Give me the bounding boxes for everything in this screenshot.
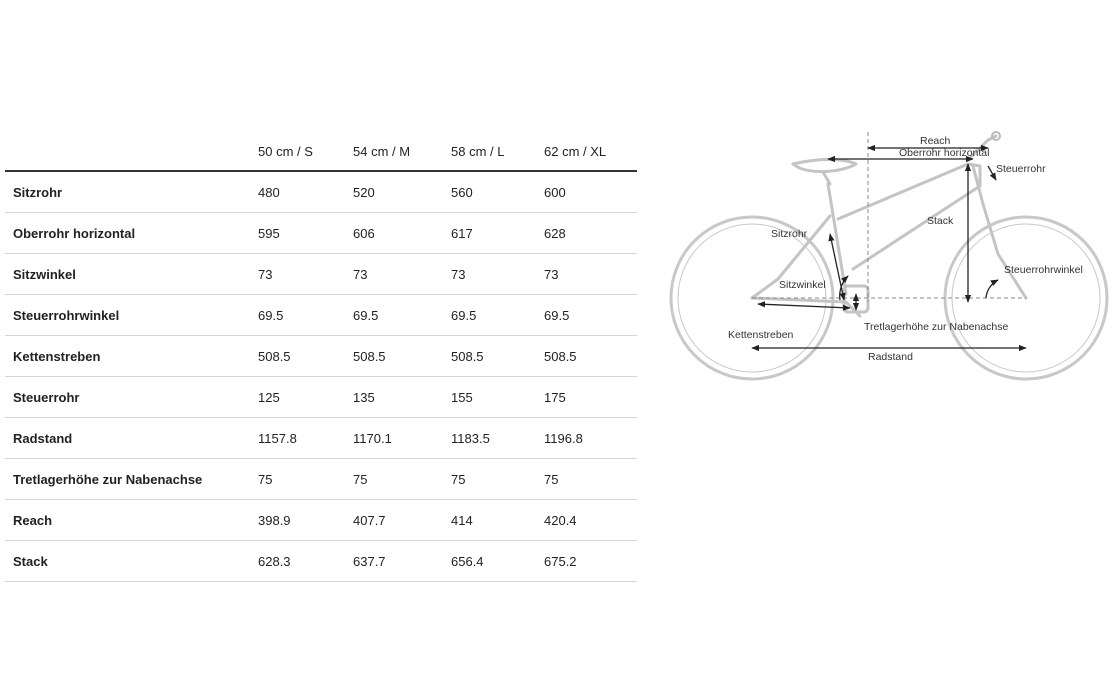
column-header-size-l: 58 cm / L [443,130,536,171]
label-steuerrohrwinkel: Steuerrohrwinkel [1004,264,1083,276]
row-label: Kettenstreben [5,336,250,377]
cell-value: 73 [345,254,443,295]
table-row [5,377,637,418]
cell-value: 1196.8 [536,418,637,459]
cell-value: 628.3 [250,541,345,582]
table-row [5,171,637,213]
cell-value: 560 [443,171,536,213]
geometry-table [5,130,637,582]
cell-value: 628 [536,213,637,254]
cell-value: 508.5 [250,336,345,377]
cell-value: 1157.8 [250,418,345,459]
column-header [5,130,250,171]
measurement-arrows [752,148,1026,348]
table-header-row [5,130,637,171]
cell-value: 75 [250,459,345,500]
table-row [5,500,637,541]
label-tretlager: Tretlagerhöhe zur Nabenachse [864,321,1009,333]
cell-value: 414 [443,500,536,541]
row-label: Steuerrohrwinkel [5,295,250,336]
cell-value: 73 [443,254,536,295]
cell-value: 407.7 [345,500,443,541]
row-label: Radstand [5,418,250,459]
cell-value: 69.5 [536,295,637,336]
label-radstand: Radstand [868,351,913,363]
table-row [5,254,637,295]
bike-geometry-diagram [668,124,1118,394]
table-row [5,295,637,336]
cell-value: 73 [536,254,637,295]
cell-value: 155 [443,377,536,418]
cell-value: 75 [345,459,443,500]
cell-value: 600 [536,171,637,213]
row-label: Stack [5,541,250,582]
cell-value: 637.7 [345,541,443,582]
label-reach: Reach [920,135,951,147]
label-stack: Stack [927,215,954,227]
cell-value: 595 [250,213,345,254]
row-label: Steuerrohr [5,377,250,418]
row-label: Tretlagerhöhe zur Nabenachse [5,459,250,500]
cell-value: 656.4 [443,541,536,582]
label-oberrohr: Oberrohr horizontal [899,147,990,159]
cell-value: 675.2 [536,541,637,582]
cell-value: 75 [536,459,637,500]
cell-value: 135 [345,377,443,418]
cell-value: 420.4 [536,500,637,541]
head-tube-arrow [988,166,996,180]
head-angle-arc [986,280,998,298]
column-header-size-s: 50 cm / S [250,130,345,171]
cell-value: 69.5 [345,295,443,336]
seatpost [823,172,830,184]
cell-value: 508.5 [345,336,443,377]
row-label: Oberrohr horizontal [5,213,250,254]
cell-value: 69.5 [250,295,345,336]
table-row [5,459,637,500]
chainstay-arrow [758,304,850,308]
cell-value: 1170.1 [345,418,443,459]
cell-value: 69.5 [443,295,536,336]
label-steuerrohr: Steuerrohr [996,163,1046,175]
row-label: Sitzwinkel [5,254,250,295]
cell-value: 125 [250,377,345,418]
saddle [793,160,856,172]
table-row [5,418,637,459]
cell-value: 398.9 [250,500,345,541]
cell-value: 73 [250,254,345,295]
cell-value: 606 [345,213,443,254]
cell-value: 75 [443,459,536,500]
cell-value: 480 [250,171,345,213]
row-label: Reach [5,500,250,541]
cell-value: 617 [443,213,536,254]
table-row [5,541,637,582]
label-sitzwinkel: Sitzwinkel [779,279,826,291]
cell-value: 508.5 [443,336,536,377]
cell-value: 508.5 [536,336,637,377]
row-label: Sitzrohr [5,171,250,213]
cell-value: 175 [536,377,637,418]
table-row [5,336,637,377]
cell-value: 1183.5 [443,418,536,459]
label-sitzrohr: Sitzrohr [771,228,808,240]
table-row [5,213,637,254]
cell-value: 520 [345,171,443,213]
column-header-size-m: 54 cm / M [345,130,443,171]
column-header-size-xl: 62 cm / XL [536,130,637,171]
label-kettenstreben: Kettenstreben [728,329,794,341]
